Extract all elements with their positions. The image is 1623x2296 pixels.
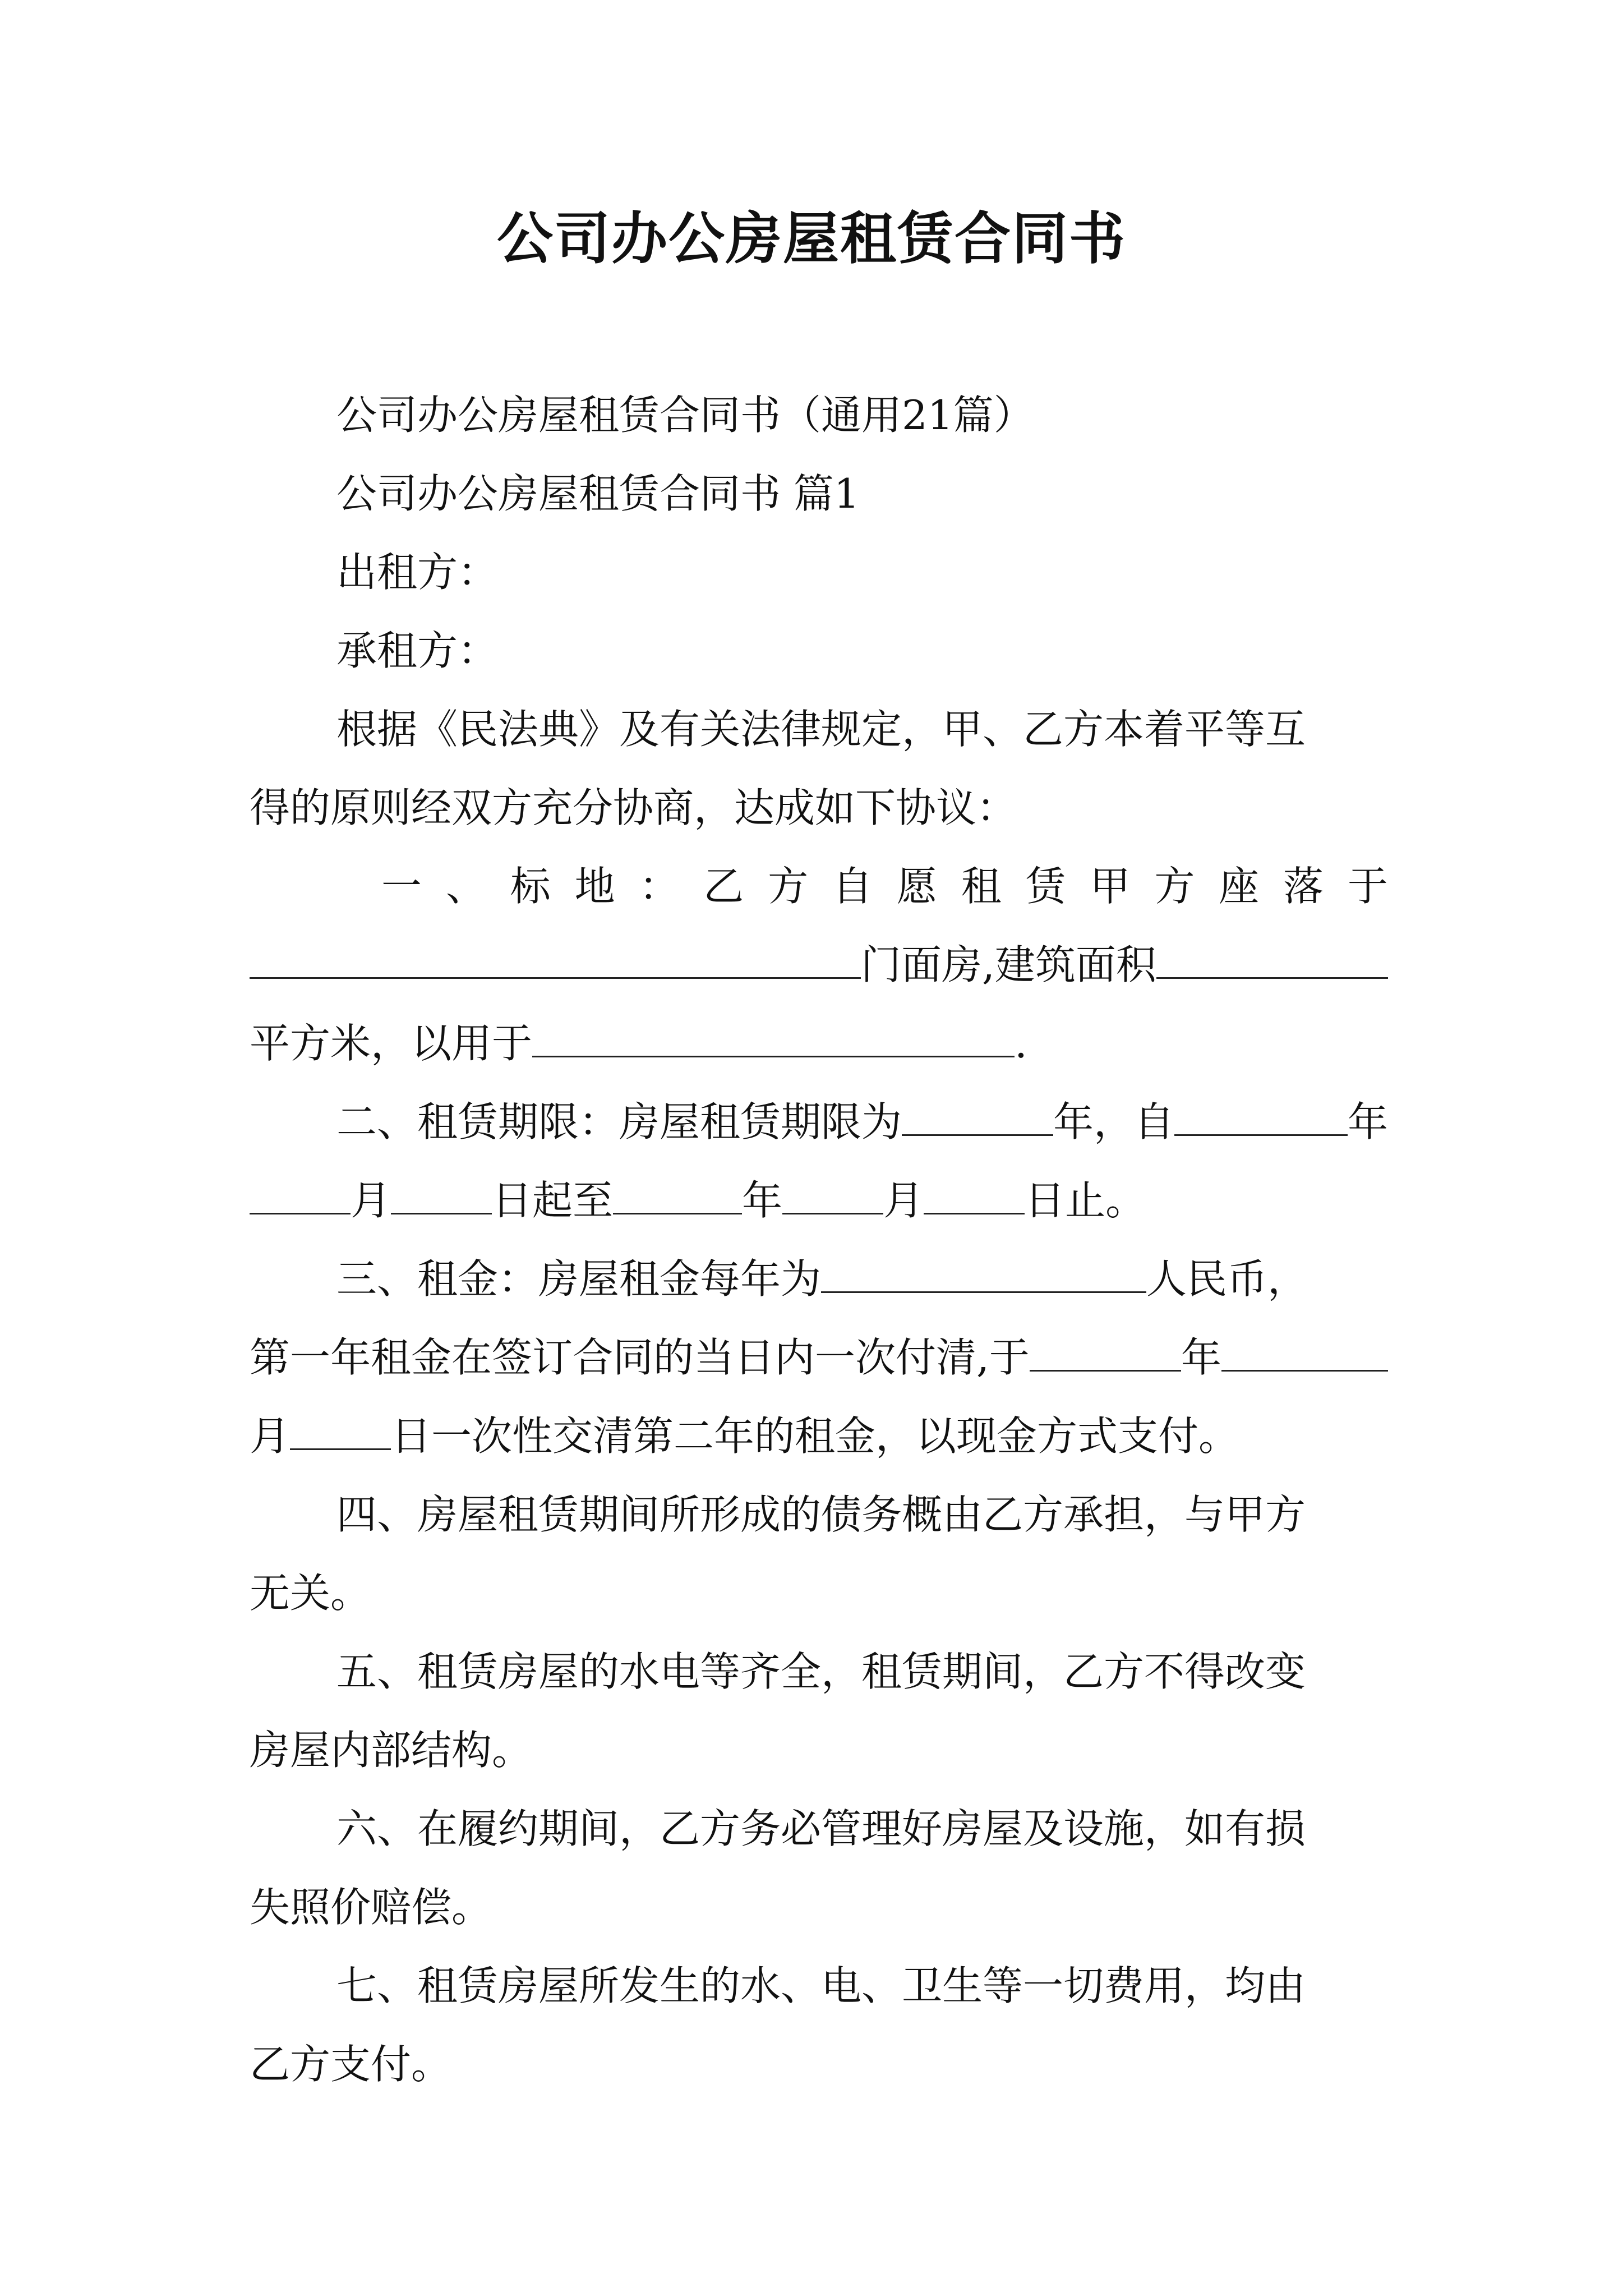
clause-2-line-2 [250, 1170, 1388, 1231]
clause-2-text: 日止。 [1025, 1177, 1146, 1224]
clause-6-line-2: 失照价赔偿。 [250, 1884, 492, 1931]
clause-1-period: . [1015, 1020, 1027, 1067]
blank-start-day [391, 1174, 492, 1214]
clause-5-line-2: 房屋内部结构。 [250, 1727, 533, 1774]
clause-1-char: 自 [832, 863, 873, 910]
section-heading: 公司办公房屋租赁合同书 篇1 [336, 470, 860, 517]
clause-3-text: 人民币， [1146, 1255, 1308, 1303]
clause-1-line-2 [250, 934, 1388, 996]
clause-3-text: 月 [250, 1412, 291, 1460]
clause-4-line-1: 四、房屋租赁期间所形成的债务概由乙方承担，与甲方 [336, 1491, 1306, 1538]
clause-1-char: ： [639, 863, 680, 910]
clause-3-line-1 [336, 1248, 1388, 1310]
clause-3-text: 第一年租金在签订合同的当日内一次付清,于 [250, 1334, 1030, 1381]
clause-1-line-3 [250, 1013, 1388, 1074]
clause-1-char: 方 [768, 863, 809, 910]
subtitle: 公司办公房屋租赁合同书（通用21篇） [336, 392, 1034, 439]
blank-second-day [290, 1409, 391, 1450]
clause-2-text: 年，自 [1053, 1098, 1175, 1145]
clause-3-text: 三、租金：房屋租金每年为 [336, 1255, 822, 1303]
blank-end-year [613, 1174, 742, 1214]
clause-7-line-1: 七、租赁房屋所发生的水、电、卫生等一切费用，均由 [336, 1962, 1306, 2009]
blank-end-month [782, 1174, 883, 1214]
clause-3-line-3 [250, 1405, 1388, 1467]
clause-1-char: 赁 [1025, 863, 1066, 910]
blank-area [1156, 938, 1388, 979]
clause-1-char: 乙 [703, 863, 744, 910]
clause-1-char: 租 [961, 863, 1002, 910]
blank-start-month [250, 1174, 351, 1214]
blank-rent-amount [821, 1252, 1146, 1293]
lessor-label: 出租方： [336, 549, 499, 596]
clause-2-text: 日起至 [492, 1177, 614, 1224]
clause-1-text: 平方米，以用于 [250, 1020, 533, 1067]
clause-2-text: 年 [742, 1177, 783, 1224]
clause-1-char: 甲 [1090, 863, 1131, 910]
clause-2-text: 月 [351, 1177, 391, 1224]
clause-3-text: 年 [1181, 1334, 1221, 1381]
clause-2-line-1 [336, 1091, 1388, 1153]
clause-3-line-2 [250, 1327, 1388, 1388]
clause-1-char: 座 [1219, 863, 1260, 910]
clause-1-char: 、 [445, 863, 486, 910]
document-title: 公司办公房屋租赁合同书 [497, 205, 1126, 272]
clause-1-char: 一 [381, 863, 422, 910]
clause-2-text: 月 [883, 1177, 924, 1224]
clause-1-char: 标 [510, 863, 551, 910]
clause-6-line-1: 六、在履约期间，乙方务必管理好房屋及设施，如有损 [336, 1805, 1306, 1852]
blank-end-day [924, 1174, 1025, 1214]
clause-1-char: 于 [1347, 863, 1388, 910]
clause-1-char: 地 [574, 863, 615, 910]
blank-second-year [1030, 1331, 1181, 1372]
clause-1-char: 方 [1154, 863, 1195, 910]
clause-1-char: 落 [1283, 863, 1324, 910]
clause-2-text: 二、租赁期限：房屋租赁期限为 [336, 1098, 902, 1145]
intro-line-2: 得的原则经双方充分协商，达成如下协议： [250, 784, 1017, 831]
clause-5-line-1: 五、租赁房屋的水电等齐全，租赁期间，乙方不得改变 [336, 1648, 1306, 1695]
blank-term-years [902, 1095, 1053, 1136]
blank-start-year [1174, 1095, 1348, 1136]
clause-1-char: 愿 [896, 863, 937, 910]
clause-1-line-1 [381, 855, 1388, 917]
clause-3-text: 日一次性交清第二年的租金，以现金方式支付。 [391, 1412, 1239, 1460]
clause-2-text: 年 [1347, 1098, 1388, 1145]
clause-7-line-2: 乙方支付。 [250, 2041, 452, 2088]
intro-line-1: 根据《民法典》及有关法律规定，甲、乙方本着平等互 [336, 706, 1306, 753]
clause-1-text: 门面房,建筑面积 [861, 941, 1156, 988]
blank-second-month [1221, 1331, 1388, 1372]
blank-usage [532, 1016, 1015, 1057]
blank-location [250, 938, 861, 979]
lessee-label: 承租方： [336, 627, 499, 674]
clause-4-line-2: 无关。 [250, 1570, 371, 1617]
